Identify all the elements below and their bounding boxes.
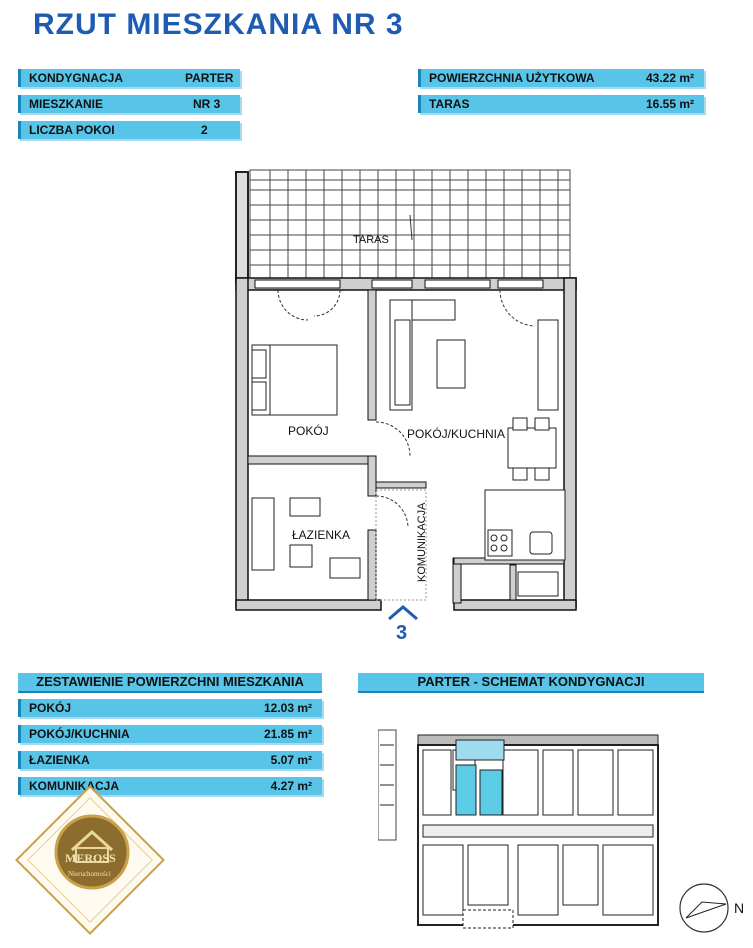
summary-heading: ZESTAWIENIE POWIERZCHNI MIESZKANIA <box>18 673 322 693</box>
schema-heading: PARTER - SCHEMAT KONDYGNACJI <box>358 673 704 693</box>
floor-schema <box>378 715 668 935</box>
info-row-liczba-pokoi <box>18 121 240 139</box>
info-label: POWIERZCHNIA UŻYTKOWA <box>429 71 595 85</box>
entrance-marker <box>383 603 423 643</box>
label-pokoj: POKÓJ <box>288 424 329 438</box>
terrace-openings <box>255 280 543 288</box>
entrance-number: 3 <box>396 622 408 643</box>
summary-value: 4.27 m² <box>270 779 312 793</box>
info-row-mieszkanie <box>18 95 240 113</box>
sofa-furniture <box>390 300 558 410</box>
bed-furniture <box>252 345 337 415</box>
summary-label: KOMUNIKACJA <box>29 779 119 793</box>
logo-name: MEROSS <box>65 851 116 865</box>
summary-value: 21.85 m² <box>263 727 312 741</box>
entrance-arrow-icon <box>389 607 417 619</box>
dining-set <box>508 418 556 480</box>
info-label: MIESZKANIE <box>29 97 104 111</box>
summary-label: POKÓJ/KUCHNIA <box>29 727 130 741</box>
label-taras: TARAS <box>353 234 389 246</box>
info-value: 43.22 m² <box>645 71 694 85</box>
page-title: RZUT MIESZKANIA NR 3 <box>33 8 404 41</box>
summary-value: 12.03 m² <box>263 701 312 715</box>
info-value: PARTER <box>185 71 234 85</box>
info-row-powierzchnia <box>418 69 704 87</box>
label-komunikacja: KOMUNIKACJA <box>416 502 428 582</box>
info-label: LICZBA POKOI <box>29 123 115 137</box>
info-value: 16.55 m² <box>645 97 694 111</box>
label-lazienka: ŁAZIENKA <box>292 528 351 542</box>
floor-plan <box>230 160 580 620</box>
highlight-terrace <box>456 740 504 760</box>
compass-label: N <box>734 900 745 916</box>
terrace-arrow <box>410 215 412 240</box>
summary-value: 5.07 m² <box>270 753 312 767</box>
highlight-apartment-room <box>480 770 502 815</box>
info-value: 2 <box>201 123 208 137</box>
summary-row <box>18 751 322 769</box>
info-row-taras <box>418 95 704 113</box>
info-label: KONDYGNACJA <box>29 71 124 85</box>
info-row-kondygnacja <box>18 69 240 87</box>
highlight-apartment <box>456 765 476 815</box>
info-label: TARAS <box>429 97 470 111</box>
kitchen-counter <box>485 490 565 560</box>
terrace-wall <box>236 172 248 282</box>
summary-row <box>18 699 322 717</box>
meross-logo <box>10 780 170 940</box>
info-value: NR 3 <box>193 97 221 111</box>
compass <box>676 880 753 940</box>
summary-label: POKÓJ <box>29 701 72 715</box>
summary-label: ŁAZIENKA <box>29 753 90 767</box>
logo-subtitle: Nieruchomości <box>68 870 111 878</box>
label-pokoj-kuchnia: POKÓJ/KUCHNIA <box>407 427 506 441</box>
summary-row <box>18 725 322 743</box>
terrace <box>250 170 570 280</box>
stairs <box>463 910 513 928</box>
